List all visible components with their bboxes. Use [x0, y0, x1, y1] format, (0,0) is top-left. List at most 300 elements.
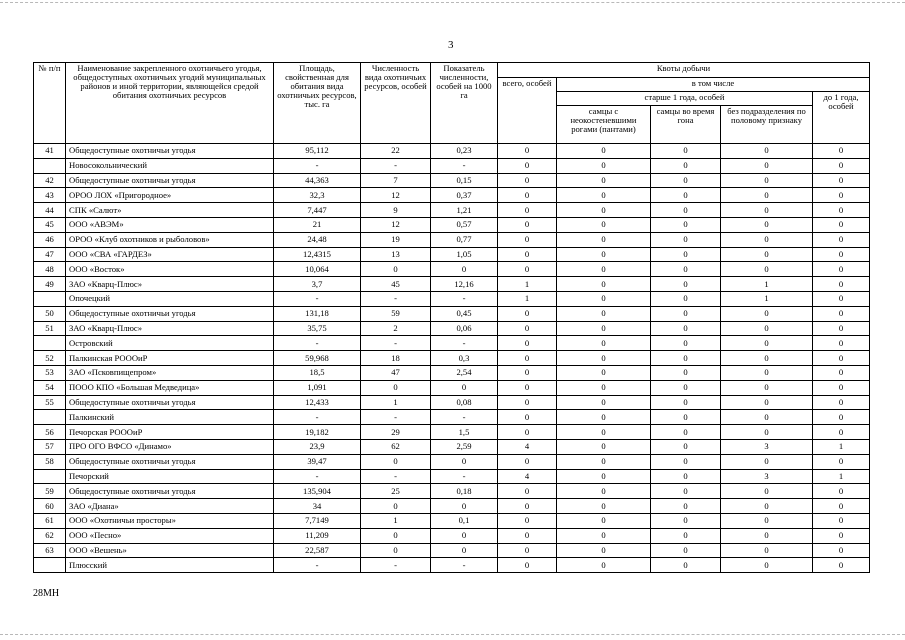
cell-males-antlers: 0	[557, 262, 651, 277]
cell-density: 0	[431, 528, 498, 543]
cell-total: 4	[498, 469, 557, 484]
cell-no-sex: 0	[721, 395, 813, 410]
cell-name: СПК «Салют»	[66, 203, 274, 218]
cell-population: 45	[361, 277, 431, 292]
cell-population: -	[361, 336, 431, 351]
cell-no-sex: 0	[721, 336, 813, 351]
cell-males-rut: 0	[651, 203, 721, 218]
cell-males-rut: 0	[651, 410, 721, 425]
cell-area: 12,4315	[274, 247, 361, 262]
cell-num: 58	[34, 454, 66, 469]
cell-area: 3,7	[274, 277, 361, 292]
cell-population: 2	[361, 321, 431, 336]
cell-no-sex: 0	[721, 528, 813, 543]
cell-no-sex: 0	[721, 262, 813, 277]
cell-density: -	[431, 410, 498, 425]
cell-population: 0	[361, 528, 431, 543]
cell-name: ООО «АВЭМ»	[66, 217, 274, 232]
cell-name: ООО «Восток»	[66, 262, 274, 277]
cell-num: 56	[34, 425, 66, 440]
header-older: старше 1 года, особей	[557, 92, 813, 106]
cell-area: 34	[274, 499, 361, 514]
cell-young: 1	[813, 469, 870, 484]
header-young: до 1 года, особей	[813, 92, 870, 144]
cell-name: ОРОО ЛОХ «Пригородное»	[66, 188, 274, 203]
cell-area: 19,182	[274, 425, 361, 440]
cell-population: 13	[361, 247, 431, 262]
header-population: Численность вида охотничьих ресурсов, особей	[361, 63, 431, 144]
cell-population: -	[361, 158, 431, 173]
cell-males-antlers: 0	[557, 247, 651, 262]
cell-young: 0	[813, 247, 870, 262]
cell-area: 18,5	[274, 365, 361, 380]
table-row	[34, 306, 870, 321]
cell-total: 0	[498, 484, 557, 499]
cell-young: 0	[813, 306, 870, 321]
cell-name: Общедоступные охотничьи угодья	[66, 484, 274, 499]
cell-density: 0,15	[431, 173, 498, 188]
cell-name: ПРО ОГО ВФСО «Динамо»	[66, 439, 274, 454]
cell-young: 0	[813, 321, 870, 336]
cell-total: 1	[498, 291, 557, 306]
cell-name: ООО «Песно»	[66, 528, 274, 543]
header-males-rut: самцы во время гона	[651, 106, 721, 144]
cell-area: 44,363	[274, 173, 361, 188]
cell-young: 0	[813, 365, 870, 380]
cell-males-antlers: 0	[557, 291, 651, 306]
header-quota: Квоты добычи	[498, 63, 870, 78]
cell-name: Общедоступные охотничьи угодья	[66, 173, 274, 188]
cell-males-rut: 0	[651, 439, 721, 454]
cell-density: 12,16	[431, 277, 498, 292]
cell-density: -	[431, 291, 498, 306]
cell-total: 0	[498, 499, 557, 514]
cell-males-antlers: 0	[557, 380, 651, 395]
cell-population: 0	[361, 380, 431, 395]
cell-total: 0	[498, 188, 557, 203]
cell-no-sex: 0	[721, 158, 813, 173]
cell-young: 0	[813, 528, 870, 543]
cell-males-antlers: 0	[557, 558, 651, 573]
cell-males-rut: 0	[651, 277, 721, 292]
cell-males-antlers: 0	[557, 513, 651, 528]
cell-density: 0,1	[431, 513, 498, 528]
cell-males-antlers: 0	[557, 439, 651, 454]
cell-males-rut: 0	[651, 543, 721, 558]
cell-num	[34, 158, 66, 173]
cell-males-antlers: 0	[557, 543, 651, 558]
cell-density: 0,37	[431, 188, 498, 203]
cell-males-antlers: 0	[557, 351, 651, 366]
cell-name: Общедоступные охотничьи угодья	[66, 395, 274, 410]
cell-population: 29	[361, 425, 431, 440]
cell-young: 0	[813, 277, 870, 292]
cell-density: 2,59	[431, 439, 498, 454]
cell-males-antlers: 0	[557, 144, 651, 159]
cell-name: ПООО КПО «Большая Медведица»	[66, 380, 274, 395]
cell-num: 55	[34, 395, 66, 410]
cell-population: -	[361, 291, 431, 306]
cell-area: 39,47	[274, 454, 361, 469]
table-row	[34, 203, 870, 218]
cell-population: 1	[361, 395, 431, 410]
cell-population: 47	[361, 365, 431, 380]
table-row	[34, 262, 870, 277]
cell-males-antlers: 0	[557, 203, 651, 218]
cell-total: 0	[498, 454, 557, 469]
cell-area: 10,064	[274, 262, 361, 277]
cell-males-rut: 0	[651, 173, 721, 188]
cell-total: 0	[498, 543, 557, 558]
cell-density: 0	[431, 262, 498, 277]
cell-num: 59	[34, 484, 66, 499]
cell-total: 0	[498, 425, 557, 440]
cell-males-rut: 0	[651, 513, 721, 528]
table-row	[34, 469, 870, 484]
cell-name: ООО «Охотничьи просторы»	[66, 513, 274, 528]
cell-density: 1,05	[431, 247, 498, 262]
table-row	[34, 410, 870, 425]
cell-density: -	[431, 336, 498, 351]
cell-young: 0	[813, 351, 870, 366]
cell-young: 0	[813, 425, 870, 440]
cell-population: 9	[361, 203, 431, 218]
cell-males-rut: 0	[651, 321, 721, 336]
cell-population: -	[361, 469, 431, 484]
cell-num: 51	[34, 321, 66, 336]
cell-total: 0	[498, 513, 557, 528]
cell-density: 0,77	[431, 232, 498, 247]
cell-population: 0	[361, 262, 431, 277]
cell-name: ОРОО «Клуб охотников и рыболовов»	[66, 232, 274, 247]
table-row	[34, 484, 870, 499]
table-row	[34, 336, 870, 351]
table-row	[34, 365, 870, 380]
cell-name: Новосокольнический	[66, 158, 274, 173]
cell-num	[34, 558, 66, 573]
cell-total: 0	[498, 528, 557, 543]
cell-no-sex: 0	[721, 217, 813, 232]
cell-name: Палкинский	[66, 410, 274, 425]
cell-no-sex: 0	[721, 188, 813, 203]
cell-density: 0,08	[431, 395, 498, 410]
cell-total: 0	[498, 217, 557, 232]
cell-males-rut: 0	[651, 380, 721, 395]
table-row	[34, 144, 870, 159]
cell-name: Палкинская РОООиР	[66, 351, 274, 366]
cell-population: 12	[361, 217, 431, 232]
cell-density: 1,21	[431, 203, 498, 218]
cell-no-sex: 0	[721, 351, 813, 366]
table-row	[34, 277, 870, 292]
cell-area: 22,587	[274, 543, 361, 558]
cell-males-antlers: 0	[557, 499, 651, 514]
cell-total: 0	[498, 262, 557, 277]
cell-area: 24,48	[274, 232, 361, 247]
cell-density: 2,54	[431, 365, 498, 380]
cell-population: 0	[361, 499, 431, 514]
cell-num: 47	[34, 247, 66, 262]
cell-total: 0	[498, 144, 557, 159]
cell-population: -	[361, 558, 431, 573]
cell-total: 0	[498, 173, 557, 188]
cell-area: 95,112	[274, 144, 361, 159]
cell-density: 0,06	[431, 321, 498, 336]
cell-area: -	[274, 469, 361, 484]
cell-area: 21	[274, 217, 361, 232]
cell-population: 12	[361, 188, 431, 203]
cell-males-rut: 0	[651, 528, 721, 543]
cell-young: 0	[813, 410, 870, 425]
cell-young: 0	[813, 484, 870, 499]
cell-population: 0	[361, 454, 431, 469]
cell-population: 25	[361, 484, 431, 499]
cell-name: Общедоступные охотничьи угодья	[66, 144, 274, 159]
header-males-antlers: самцы с неокостеневшими рогами (пантами)	[557, 106, 651, 144]
cell-males-rut: 0	[651, 454, 721, 469]
cell-young: 0	[813, 144, 870, 159]
cell-no-sex: 0	[721, 454, 813, 469]
cell-total: 0	[498, 558, 557, 573]
cell-num: 52	[34, 351, 66, 366]
cell-young: 0	[813, 291, 870, 306]
cell-num: 62	[34, 528, 66, 543]
cell-num: 42	[34, 173, 66, 188]
cell-males-antlers: 0	[557, 277, 651, 292]
cell-no-sex: 0	[721, 513, 813, 528]
cell-no-sex: 3	[721, 439, 813, 454]
header-num: № п/п	[34, 63, 66, 144]
table-row	[34, 454, 870, 469]
cell-area: -	[274, 558, 361, 573]
cell-no-sex: 0	[721, 321, 813, 336]
footer-code: 28МН	[33, 588, 60, 599]
scan-top-edge	[0, 2, 905, 3]
cell-males-rut: 0	[651, 306, 721, 321]
table-row	[34, 425, 870, 440]
cell-males-rut: 0	[651, 291, 721, 306]
cell-males-antlers: 0	[557, 365, 651, 380]
cell-males-rut: 0	[651, 469, 721, 484]
cell-young: 0	[813, 395, 870, 410]
table-row	[34, 499, 870, 514]
cell-males-rut: 0	[651, 558, 721, 573]
cell-no-sex: 0	[721, 203, 813, 218]
table-row	[34, 232, 870, 247]
cell-num: 48	[34, 262, 66, 277]
cell-num	[34, 469, 66, 484]
cell-males-antlers: 0	[557, 306, 651, 321]
cell-males-antlers: 0	[557, 454, 651, 469]
cell-density: 0,23	[431, 144, 498, 159]
cell-density: -	[431, 158, 498, 173]
cell-num: 41	[34, 144, 66, 159]
cell-males-antlers: 0	[557, 336, 651, 351]
cell-young: 0	[813, 262, 870, 277]
cell-young: 0	[813, 513, 870, 528]
cell-num: 63	[34, 543, 66, 558]
cell-area: -	[274, 158, 361, 173]
cell-no-sex: 0	[721, 173, 813, 188]
cell-population: 22	[361, 144, 431, 159]
cell-young: 0	[813, 158, 870, 173]
cell-no-sex: 0	[721, 144, 813, 159]
cell-young: 0	[813, 558, 870, 573]
cell-no-sex: 0	[721, 365, 813, 380]
cell-population: 62	[361, 439, 431, 454]
cell-density: 0,18	[431, 484, 498, 499]
cell-area: 12,433	[274, 395, 361, 410]
cell-population: 7	[361, 173, 431, 188]
cell-no-sex: 0	[721, 306, 813, 321]
cell-no-sex: 0	[721, 558, 813, 573]
cell-name: Общедоступные охотничьи угодья	[66, 306, 274, 321]
cell-num: 61	[34, 513, 66, 528]
cell-males-antlers: 0	[557, 232, 651, 247]
cell-males-antlers: 0	[557, 395, 651, 410]
cell-total: 0	[498, 336, 557, 351]
cell-density: -	[431, 469, 498, 484]
table-row	[34, 247, 870, 262]
table-row	[34, 321, 870, 336]
cell-males-antlers: 0	[557, 484, 651, 499]
cell-num: 53	[34, 365, 66, 380]
cell-no-sex: 0	[721, 425, 813, 440]
cell-density: 0,57	[431, 217, 498, 232]
table-row	[34, 291, 870, 306]
cell-area: 135,904	[274, 484, 361, 499]
cell-total: 0	[498, 232, 557, 247]
table-body	[34, 144, 870, 573]
cell-population: -	[361, 410, 431, 425]
hunting-quota-table	[33, 62, 870, 573]
cell-males-rut: 0	[651, 158, 721, 173]
cell-name: Печорский	[66, 469, 274, 484]
cell-males-rut: 0	[651, 262, 721, 277]
cell-name: Общедоступные охотничьи угодья	[66, 454, 274, 469]
cell-name: Печорская РОООиР	[66, 425, 274, 440]
cell-num: 44	[34, 203, 66, 218]
cell-total: 0	[498, 158, 557, 173]
cell-density: -	[431, 558, 498, 573]
cell-num: 45	[34, 217, 66, 232]
table-row	[34, 528, 870, 543]
cell-density: 0	[431, 499, 498, 514]
cell-num	[34, 291, 66, 306]
cell-total: 0	[498, 365, 557, 380]
header-total: всего, особей	[498, 78, 557, 144]
cell-no-sex: 0	[721, 484, 813, 499]
cell-males-antlers: 0	[557, 188, 651, 203]
cell-young: 0	[813, 380, 870, 395]
table-row	[34, 217, 870, 232]
header-no-sex: без подразделения по половому признаку	[721, 106, 813, 144]
cell-area: 7,447	[274, 203, 361, 218]
cell-no-sex: 0	[721, 499, 813, 514]
cell-males-rut: 0	[651, 351, 721, 366]
cell-young: 0	[813, 188, 870, 203]
cell-num	[34, 336, 66, 351]
cell-young: 0	[813, 454, 870, 469]
cell-name: ЗАО «Кварц-Плюс»	[66, 277, 274, 292]
cell-total: 0	[498, 306, 557, 321]
cell-density: 1,5	[431, 425, 498, 440]
cell-density: 0	[431, 380, 498, 395]
cell-area: 1,091	[274, 380, 361, 395]
cell-males-antlers: 0	[557, 173, 651, 188]
cell-population: 19	[361, 232, 431, 247]
cell-total: 0	[498, 395, 557, 410]
table-row	[34, 513, 870, 528]
cell-young: 0	[813, 499, 870, 514]
cell-num: 50	[34, 306, 66, 321]
cell-population: 59	[361, 306, 431, 321]
cell-males-rut: 0	[651, 232, 721, 247]
cell-name: ЗАО «Диана»	[66, 499, 274, 514]
table-row	[34, 188, 870, 203]
cell-num: 43	[34, 188, 66, 203]
cell-population: 18	[361, 351, 431, 366]
cell-young: 0	[813, 173, 870, 188]
cell-name: Островский	[66, 336, 274, 351]
cell-males-rut: 0	[651, 395, 721, 410]
cell-density: 0	[431, 543, 498, 558]
cell-density: 0,45	[431, 306, 498, 321]
cell-total: 0	[498, 380, 557, 395]
cell-num	[34, 410, 66, 425]
cell-name: Опочецкий	[66, 291, 274, 306]
cell-num: 54	[34, 380, 66, 395]
table-row	[34, 543, 870, 558]
cell-males-antlers: 0	[557, 528, 651, 543]
cell-area: 23,9	[274, 439, 361, 454]
cell-population: 0	[361, 543, 431, 558]
cell-area: -	[274, 336, 361, 351]
cell-males-rut: 0	[651, 425, 721, 440]
cell-total: 4	[498, 439, 557, 454]
header-name: Наименование закрепленного охотничьего угодья, общедоступных охотничьих угодий муниципальных районов и иной территории, являющейся средой обитания охотничьих ресурсов	[66, 63, 274, 144]
cell-num: 57	[34, 439, 66, 454]
cell-area: -	[274, 410, 361, 425]
cell-area: 11,209	[274, 528, 361, 543]
cell-num: 60	[34, 499, 66, 514]
cell-young: 1	[813, 439, 870, 454]
table-row	[34, 380, 870, 395]
cell-density: 0	[431, 454, 498, 469]
cell-no-sex: 0	[721, 380, 813, 395]
table-row	[34, 439, 870, 454]
cell-no-sex: 0	[721, 247, 813, 262]
cell-area: 35,75	[274, 321, 361, 336]
table-row	[34, 558, 870, 573]
cell-area: -	[274, 291, 361, 306]
header-including: в том числе	[557, 78, 870, 92]
table-header	[34, 63, 870, 144]
cell-name: ООО «Вешень»	[66, 543, 274, 558]
table-row	[34, 351, 870, 366]
header-density: Показатель численности, особей на 1000 га	[431, 63, 498, 144]
cell-total: 0	[498, 203, 557, 218]
cell-males-rut: 0	[651, 484, 721, 499]
cell-no-sex: 1	[721, 277, 813, 292]
cell-area: 131,18	[274, 306, 361, 321]
cell-name: ЗАО «Псковпищепром»	[66, 365, 274, 380]
cell-males-rut: 0	[651, 188, 721, 203]
cell-density: 0,3	[431, 351, 498, 366]
cell-males-rut: 0	[651, 499, 721, 514]
cell-males-rut: 0	[651, 217, 721, 232]
cell-males-antlers: 0	[557, 425, 651, 440]
